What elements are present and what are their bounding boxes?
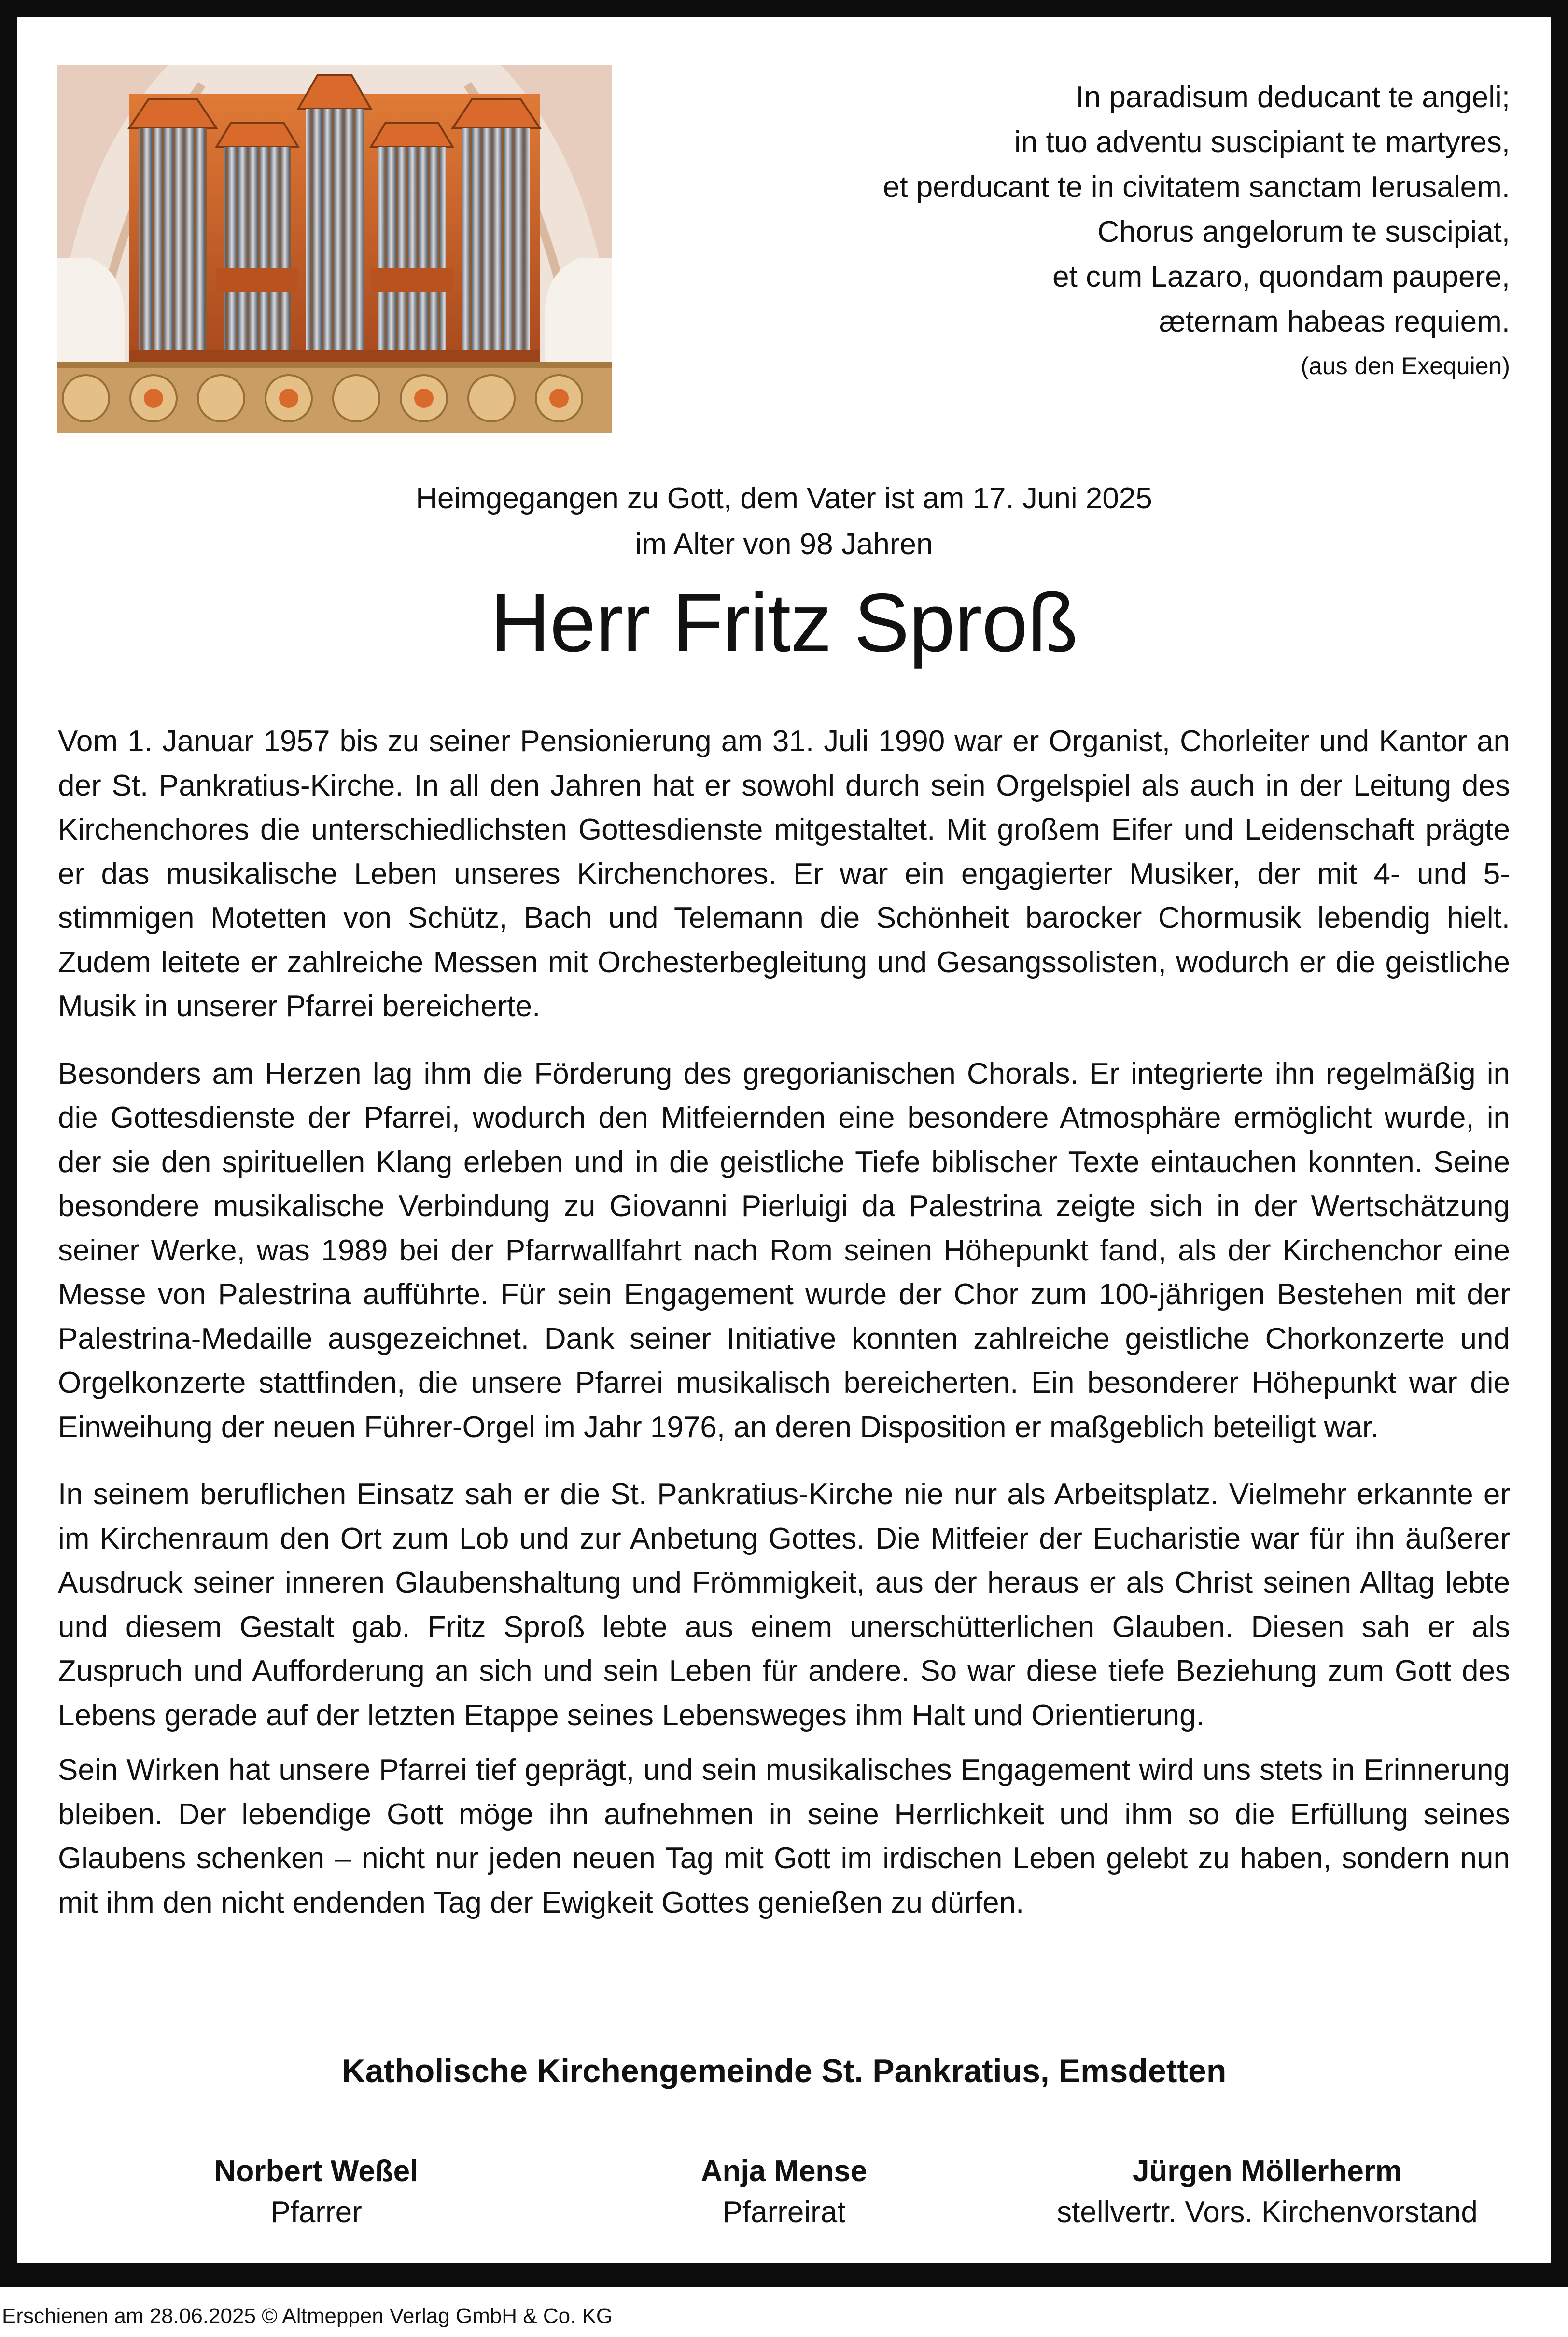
signatory-name: Anja Mense: [700, 2155, 868, 2188]
paragraph: In seinem beruflichen Einsatz sah er die St. Pankratius-Kirche nie nur als Arbeitsplatz. Vielmehr erkannte er im Kirchenraum den Ort zum Lob und zur Anbetung Gottes. Die Mitfeier der Eucharistie war für ihn äußerer Ausdruck seiner inneren Glaubenshaltung und Frömmigkeit, aus der heraus er als Christ seinen Alltag lebte und diesem Gestalt gab. Fritz Sproß lebte aus einem unerschütterlichen Glauben. Diesen sah er als Zuspruch und Aufforderung an sich und sein Leben für andere. So war diese tiefe Beziehung zum Gott des Lebens gerade auf der letzten Etappe seines Lebensweges ihm Halt und Orientierung.: [58, 1478, 1510, 1732]
signatory-role: Pfarrer: [270, 2196, 362, 2229]
publication-footer: Erschienen am 28.06.2025 © Altmeppen Verlag GmbH & Co. KG: [2, 2304, 613, 2328]
paragraph: Besonders am Herzen lag ihm die Förderung des gregorianischen Chorals. Er integrierte ihn regelmäßig in die Gottesdienste der Pfarrei, wodurch den Mitfeiernden eine besondere Atmosphäre ermöglicht wurde, in der sie den spirituellen Klang erleben und in die geistliche Tiefe biblischer Texte eintauchen konnten. Seine besondere musikalische Verbindung zu Giovanni Pierluigi da Palestrina zeigte sich in der Wertschätzung seiner Werke, was 1989 bei der Pfarrwallfahrt nach Rom seinen Höhepunkt fand, als der Kirchenchor eine Messe von Palestrina aufführte. Für sein Engagement wurde der Chor zum 100-jährigen Bestehen mit der Palestrina-Medaille ausgezeichnet. Dank seiner Initiative konnten zahlreiche geistliche Chorkonzerte und Orgelkonzerte stattfinden, die unsere Pfarrei musikalisch bereicherten. Ein besonderer Höhepunkt war die Einweihung der neuen Führer-Orgel im Jahr 1976, an deren Disposition er maßgeblich beteiligt war.: [58, 1057, 1510, 1444]
latin-verse: [641, 75, 1510, 388]
signatory-name: Jürgen Möllerherm: [1132, 2155, 1402, 2188]
signatory-role: Pfarreirat: [722, 2196, 846, 2229]
verse-line: et cum Lazaro, quondam paupere,: [1052, 260, 1510, 294]
age-line: im Alter von 98 Jahren: [635, 528, 933, 561]
obituary-notice: [17, 17, 1551, 2263]
deceased-name: Herr Fritz Sproß: [490, 576, 1078, 669]
verse-line: Chorus angelorum te suscipiat,: [1097, 215, 1510, 249]
verse-line: In paradisum deducant te angeli;: [1076, 81, 1510, 114]
obituary-text: [58, 719, 1510, 1948]
organ-image: [57, 65, 612, 433]
signatory: [75, 2151, 558, 2233]
paragraph: Sein Wirken hat unsere Pfarrei tief geprägt, und sein musikalisches Engagement wird uns stets in Erinnerung bleiben. Der lebendige Gott möge ihn aufnehmen in seine Herrlichkeit und ihm so die Erfüllung seines Glaubens schenken – nicht nur jeden neuen Tag mit Gott im irdischen Leben gelebt zu haben, sondern nun mit ihm den nicht endenden Tag der Ewigkeit Gottes genießen zu dürfen.: [58, 1753, 1510, 1919]
signatory: [1021, 2151, 1513, 2233]
death-announcement: [17, 476, 1551, 567]
verse-line: in tuo adventu suscipiant te martyres,: [1014, 126, 1510, 159]
verse-line: et perducant te in civitatem sanctam Ierusalem.: [882, 170, 1510, 204]
paragraph: Vom 1. Januar 1957 bis zu seiner Pensionierung am 31. Juli 1990 war er Organist, Chorleiter und Kantor an der St. Pankratius-Kirche. In all den Jahren hat er sowohl durch sein Orgelspiel als auch in der Leitung des Kirchenchores die unterschiedlichsten Gottesdienste mitgestaltet. Mit großem Eifer und Leidenschaft prägte er das musikalische Leben unseres Kirchenchores. Er war ein engagierter Musiker, der mit 4- und 5-stimmigen Motetten von Schütz, Bach und Telemann die Schönheit barocker Chormusik lebendig hielt. Zudem leitete er zahlreiche Messen mit Orchesterbegleitung und Gesangssolisten, wodurch er die geistliche Musik in unserer Pfarrei bereicherte.: [58, 725, 1510, 1023]
verse-line: æternam habeas requiem.: [1159, 305, 1510, 338]
signatory-name: Norbert Weßel: [214, 2155, 419, 2188]
parish-name: Katholische Kirchengemeinde St. Pankratius, Emsdetten: [341, 2053, 1227, 2089]
signatory: [543, 2151, 1025, 2233]
announcement-line: Heimgegangen zu Gott, dem Vater ist am 17. Juni 2025: [416, 482, 1152, 515]
verse-source: (aus den Exequien): [1301, 352, 1510, 379]
signatory-role: stellvertr. Vors. Kirchenvorstand: [1057, 2196, 1478, 2229]
